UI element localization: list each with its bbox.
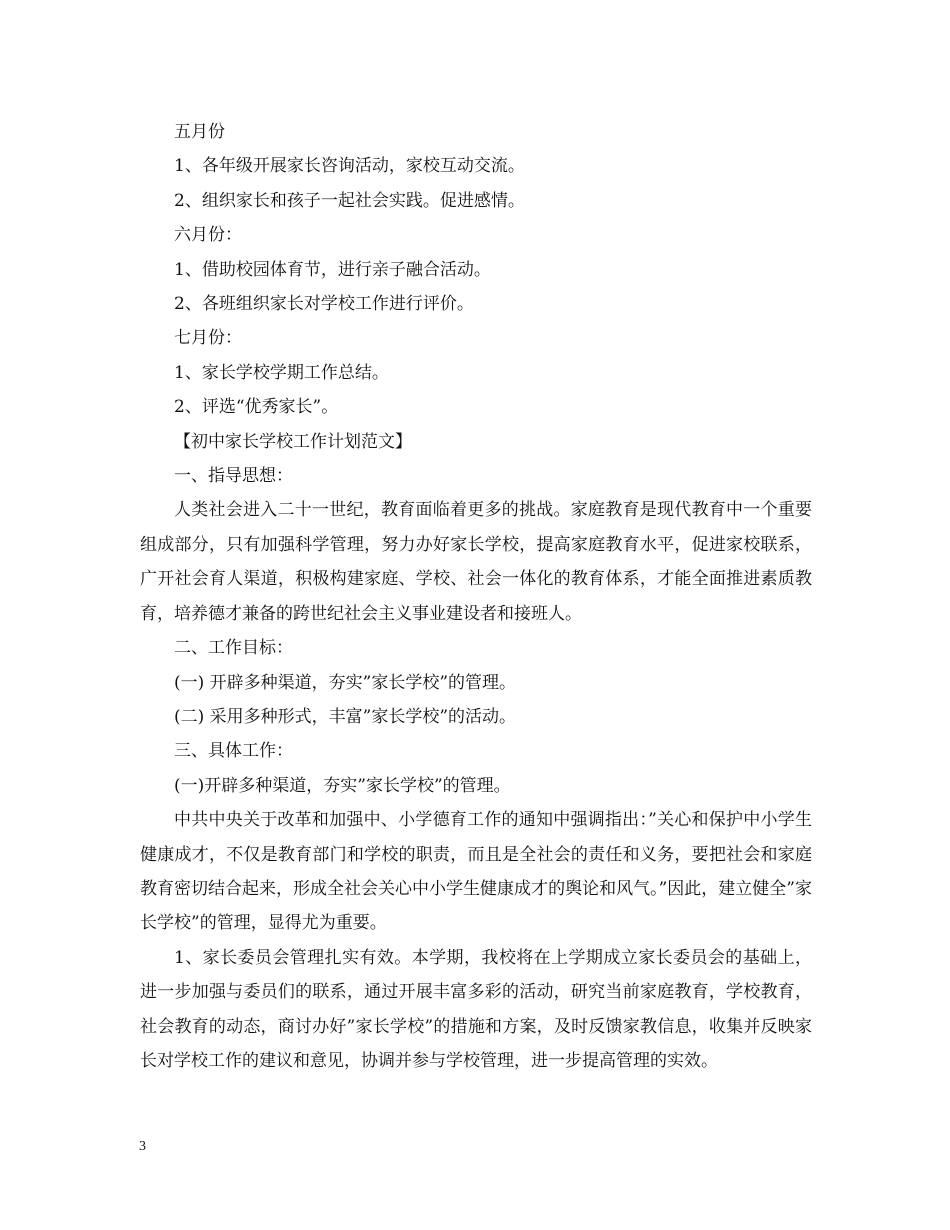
body-paragraph: 人类社会进入二十一世纪，教育面临着更多的挑战。家庭教育是现代教育中一个重要组成部分，只有加强科学管理，努力办好家长学校，提高家庭教育水平，促进家校联系，广开社会育人渠道，积极构建家庭、学校、社会一体化的教育体系，才能全面推进素质教育，培养德才兼备的跨世纪社会主义事业建设者和接班人。 (140, 500, 812, 624)
heading-june: 六月份： (174, 225, 242, 246)
heading-work-goals: 二、工作目标： (174, 638, 293, 659)
list-item: 2、各班组织家长对学校工作进行评价。 (174, 294, 474, 315)
body-paragraph: 1、家长委员会管理扎实有效。本学期，我校将在上学期成立家长委员会的基础上，进一步加强与委员们的联系，通过开展丰富多彩的活动，研究当前家庭教育，学校教育，社会教育的动态，商讨办好”家长学校”的措施和方案，及时反馈家教信息，收集并反映家长对学校工作的建议和意见，协调并参与学校管理，进一步提高管理的实效。 (140, 947, 812, 1071)
list-item: 1、家长学校学期工作总结。 (174, 362, 389, 383)
section-title: 【初中家长学校工作计划范文】 (174, 431, 412, 452)
list-item: 1、各年级开展家长咨询活动，家校互动交流。 (174, 156, 525, 177)
list-item: (一) 开辟多种渠道，夯实”家长学校”的管理。 (174, 672, 517, 693)
heading-specific-work: 三、具体工作： (174, 741, 293, 762)
list-item: (二) 采用多种形式，丰富”家长学校”的活动。 (174, 706, 517, 727)
list-item: 1、借助校园体育节，进行亲子融合活动。 (174, 259, 491, 280)
heading-may: 五月份 (174, 122, 225, 142)
document-body (140, 115, 812, 1078)
heading-july: 七月份： (174, 328, 242, 349)
list-item: 2、组织家长和孩子一起社会实践。促进感情。 (174, 190, 525, 211)
heading-guiding-thought: 一、指导思想： (174, 466, 293, 487)
subheading: (一)开辟多种渠道，夯实”家长学校”的管理。 (174, 775, 511, 796)
page-number: 3 (139, 1139, 146, 1154)
list-item: 2、评选“优秀家长”。 (174, 397, 339, 418)
body-paragraph: 中共中央关于改革和加强中、小学德育工作的通知中强调指出：”关心和保护中小学生健康成才，不仅是教育部门和学校的职责，而且是全社会的责任和义务，要把社会和家庭教育密切结合起来，形成全社会关心中小学生健康成才的舆论和风气。”因此，建立健全”家长学校”的管理，显得尤为重要。 (140, 810, 812, 934)
